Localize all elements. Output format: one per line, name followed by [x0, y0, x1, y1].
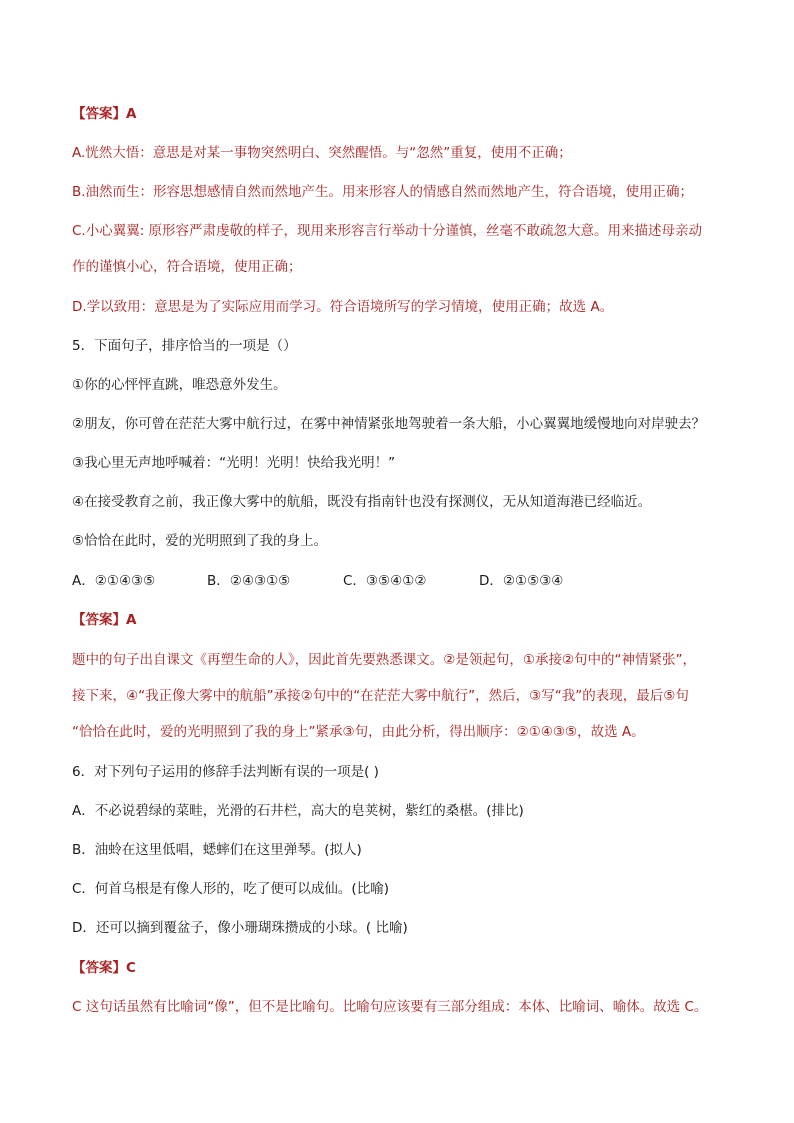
- option-a: A．②①④③⑤: [72, 573, 156, 589]
- answer-explanation-line: B.油然而生：形容思想感情自然而然地产生。用来形容人的情感自然而然地产生，符合语境，使用正确；: [72, 184, 694, 200]
- option-d: D．②①⑤③④: [479, 573, 564, 589]
- question-option: C．何首乌根是有像人形的，吃了便可以成仙。(比喻): [72, 881, 389, 897]
- question-sentence: ④在接受教育之前，我正像大雾中的航船，既没有指南针也没有探测仪，无从知道海港已经临近。: [72, 494, 652, 510]
- question-sentence: ⑤恰恰在此时，爱的光明照到了我的身上。: [72, 533, 328, 549]
- answer-tag: 【答案】A: [72, 612, 137, 628]
- question-sentence: ①你的心怦怦直跳，唯恐意外发生。: [72, 377, 287, 393]
- option-b: B．②④③①⑤: [207, 573, 291, 589]
- question-option: A．不必说碧绿的菜畦，光滑的石井栏，高大的皂荚树，紫红的桑椹。(排比): [72, 803, 524, 819]
- answer-explanation-line: “恰恰在此时，爱的光明照到了我的身上”紧承③句，由此分析，得出顺序：②①④③⑤，故选 A。: [72, 724, 645, 740]
- answer-explanation-line: 题中的句子出自课文《再塑生命的人》，因此首先要熟悉课文。②是领起句，①承接②句中的“神情紧张”，: [72, 652, 697, 668]
- question-stem: 5．下面句子，排序恰当的一项是（）: [72, 338, 297, 354]
- question-stem: 6．对下列句子运用的修辞手法判断有误的一项是( ): [72, 764, 379, 780]
- question-option: D．还可以摘到覆盆子，像小珊瑚珠攒成的小球。( 比喻): [72, 920, 408, 936]
- question-sentence: ②朋友，你可曾在茫茫大雾中航行过，在雾中神情紧张地驾驶着一条大船，小心翼翼地缓慢地向对岸驶去？: [72, 416, 706, 432]
- answer-explanation-line: C.小心翼翼: 原形容严肃虔敬的样子，现用来形容言行举动十分谨慎，丝毫不敢疏忽大意。用来描述母亲动: [72, 223, 703, 239]
- answer-explanation-line: 作的谨慎小心，符合语境，使用正确；: [72, 259, 302, 275]
- answer-explanation-line: D.学以致用：意思是为了实际应用而学习。符合语境所写的学习情境，使用正确；故选 A。: [72, 299, 614, 315]
- option-c: C．③⑤④①②: [343, 573, 427, 589]
- answer-explanation-line: 接下来，④“我正像大雾中的航船”承接②句中的“在茫茫大雾中航行”，然后，③写“我”的表现，最后⑤句: [72, 688, 689, 704]
- question-options-row: [72, 571, 619, 591]
- answer-explanation-line: A.恍然大悟：意思是对某一事物突然明白、突然醒悟。与“忽然”重复，使用不正确；: [72, 145, 572, 161]
- answer-tag: 【答案】C: [72, 960, 136, 976]
- question-option: B．油蛉在这里低唱，蟋蟀们在这里弹琴。(拟人): [72, 842, 362, 858]
- answer-tag: 【答案】A: [72, 106, 137, 122]
- question-sentence: ③我心里无声地呼喊着：“光明！光明！快给我光明！”: [72, 455, 396, 471]
- answer-explanation-line: C 这句话虽然有比喻词“像”，但不是比喻句。比喻句应该要有三部分组成：本体、比喻词、喻体。故选 C。: [72, 999, 708, 1015]
